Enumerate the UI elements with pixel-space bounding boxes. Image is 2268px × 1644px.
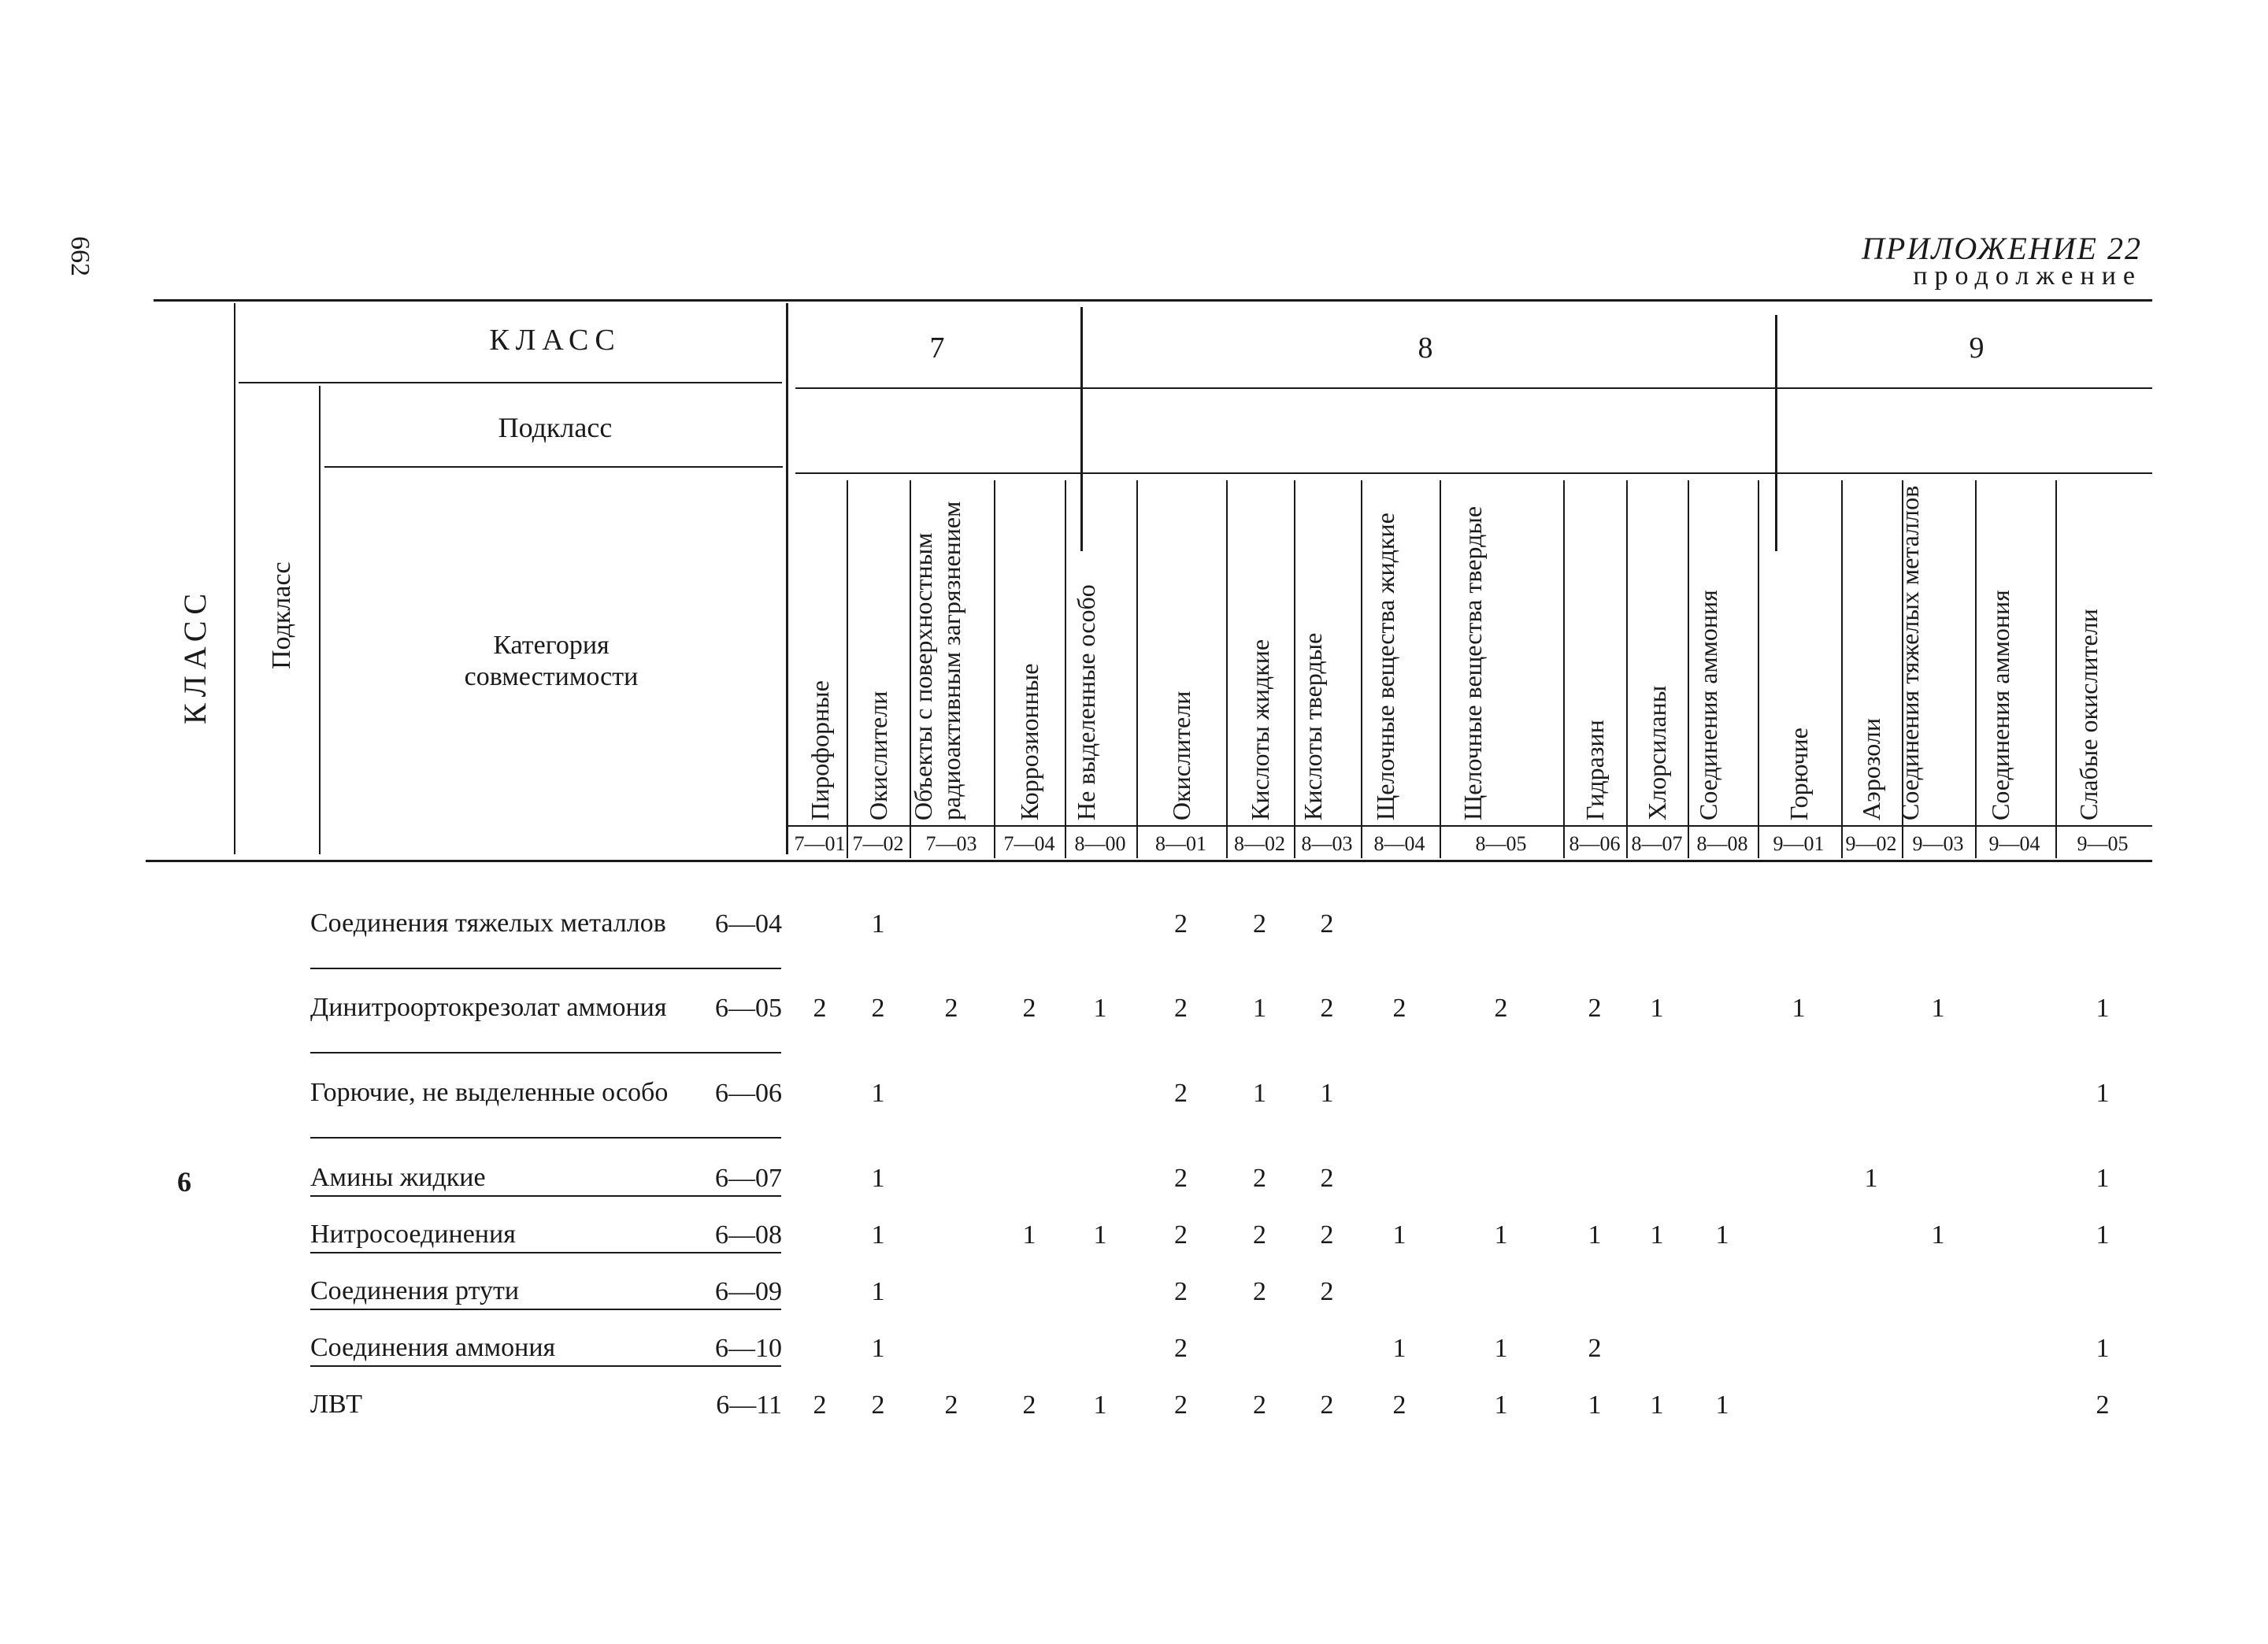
table-cell: 1 bbox=[1253, 994, 1266, 1023]
table-cell: 2 bbox=[1320, 1220, 1334, 1250]
table-cell: 1 bbox=[1093, 1220, 1107, 1250]
table-cell: 2 bbox=[1253, 1277, 1266, 1306]
column-header-code: 8—07 bbox=[1631, 832, 1683, 855]
table-cell: 2 bbox=[1588, 1334, 1602, 1363]
table-cell: 2 bbox=[1253, 1220, 1266, 1250]
row-category-code: 6—05 bbox=[715, 994, 782, 1023]
column-header-code: 8—08 bbox=[1696, 832, 1748, 855]
table-cell: 1 bbox=[1588, 1390, 1602, 1420]
table-cell: 1 bbox=[871, 1277, 885, 1306]
table-cell: 2 bbox=[1174, 1164, 1188, 1193]
table-cell: 2 bbox=[944, 994, 958, 1023]
row-category-code: 6—06 bbox=[715, 1079, 782, 1108]
appendix-title: ПРИЛОЖЕНИЕ 22 bbox=[1862, 231, 2142, 266]
row-category-name: Нитросоединения bbox=[310, 1220, 516, 1249]
klass-top-label: КЛАСС bbox=[489, 324, 621, 357]
table-cell: 1 bbox=[1931, 994, 1945, 1023]
table-cell: 1 bbox=[1093, 994, 1107, 1023]
table-cell: 2 bbox=[1174, 994, 1188, 1023]
table-cell: 1 bbox=[1494, 1334, 1508, 1363]
column-header-code: 8—05 bbox=[1475, 832, 1527, 855]
table-cell: 2 bbox=[1588, 994, 1602, 1023]
table-cell: 1 bbox=[1650, 1390, 1664, 1420]
table-cell: 1 bbox=[871, 1164, 885, 1193]
table-cell: 2 bbox=[1253, 1164, 1266, 1193]
column-header-name: Горючие bbox=[1784, 728, 1813, 820]
table-cell: 2 bbox=[1174, 1220, 1188, 1250]
table-cell: 2 bbox=[1392, 994, 1406, 1023]
column-header-code: 7—04 bbox=[1003, 832, 1055, 855]
row-category-name: Динитроортокрезолат аммония bbox=[310, 993, 667, 1022]
column-header-name: Щелочные вещества твердые bbox=[1458, 505, 1487, 820]
column-header-name: Не выделенные особо bbox=[1072, 584, 1100, 820]
table-cell: 1 bbox=[1931, 1220, 1945, 1250]
table-cell: 1 bbox=[1588, 1220, 1602, 1250]
row-category-code: 6—04 bbox=[715, 909, 782, 939]
table-cell: 1 bbox=[1792, 994, 1806, 1023]
table-cell: 2 bbox=[1174, 1390, 1188, 1420]
column-header-code: 9—05 bbox=[2077, 832, 2129, 855]
row-category-name: Соединения тяжелых металлов bbox=[310, 909, 666, 938]
table-cell: 2 bbox=[1392, 1390, 1406, 1420]
column-header-code: 9—02 bbox=[1845, 832, 1897, 855]
column-header-code: 7—02 bbox=[852, 832, 904, 855]
column-header-code: 9—03 bbox=[1912, 832, 1964, 855]
column-header-code: 9—01 bbox=[1773, 832, 1825, 855]
page-number: 662 bbox=[65, 236, 94, 276]
table-cell: 2 bbox=[1320, 1390, 1334, 1420]
kategoria-label: Категория совместимости bbox=[464, 631, 639, 691]
table-cell: 2 bbox=[813, 994, 827, 1023]
class-label: 6 bbox=[177, 1166, 191, 1198]
table-cell: 1 bbox=[1650, 994, 1664, 1023]
table-cell: 2 bbox=[1174, 909, 1188, 939]
column-header-name: Окислители bbox=[1166, 691, 1195, 820]
table-cell: 1 bbox=[1494, 1220, 1508, 1250]
table-cell: 2 bbox=[1494, 994, 1508, 1023]
table-cell: 1 bbox=[1392, 1220, 1406, 1250]
column-header-name: Соединения аммония bbox=[1986, 590, 2014, 820]
table-cell: 2 bbox=[1174, 1334, 1188, 1363]
column-header-name: Соединения тяжелых металлов bbox=[1896, 485, 1924, 820]
table-top-rule bbox=[154, 299, 2152, 302]
table-cell: 2 bbox=[1320, 909, 1334, 939]
table-cell: 2 bbox=[944, 1390, 958, 1420]
row-category-code: 6—11 bbox=[716, 1390, 782, 1420]
table-cell: 1 bbox=[1715, 1390, 1729, 1420]
column-header-code: 8—00 bbox=[1074, 832, 1126, 855]
podklass-vertical-label: Подкласс bbox=[267, 561, 296, 669]
column-header-name: Объекты с поверхностным радиоактивным загрязнением bbox=[909, 501, 965, 820]
column-header-code: 8—01 bbox=[1155, 832, 1206, 855]
table-cell: 1 bbox=[871, 1334, 885, 1363]
table-cell: 1 bbox=[1392, 1334, 1406, 1363]
table-cell: 1 bbox=[1494, 1390, 1508, 1420]
column-header-code: 8—02 bbox=[1234, 832, 1285, 855]
podklass-top-label: Подкласс bbox=[498, 412, 613, 443]
table-cell: 1 bbox=[2096, 1334, 2110, 1363]
column-header-name: Слабые окислители bbox=[2074, 609, 2103, 820]
row-category-code: 6—08 bbox=[715, 1220, 782, 1250]
column-header-name: Аэрозоли bbox=[1857, 718, 1885, 820]
table-cell: 2 bbox=[1320, 994, 1334, 1023]
klass-vertical-label: КЛАСС bbox=[177, 587, 213, 724]
column-header-code: 7—01 bbox=[794, 832, 846, 855]
table-cell: 1 bbox=[871, 1220, 885, 1250]
table-cell: 1 bbox=[1320, 1079, 1334, 1108]
column-header-name: Хлорсиланы bbox=[1643, 685, 1671, 820]
table-cell: 1 bbox=[1022, 1220, 1036, 1250]
row-category-name: ЛВТ bbox=[310, 1390, 363, 1419]
column-header-name: Щелочные вещества жидкие bbox=[1371, 513, 1399, 820]
table-cell: 1 bbox=[1864, 1164, 1878, 1193]
table-cell: 2 bbox=[1253, 1390, 1266, 1420]
table-cell: 1 bbox=[2096, 1164, 2110, 1193]
column-header-code: 9—04 bbox=[1988, 832, 2040, 855]
column-header-name: Кислоты жидкие bbox=[1245, 639, 1274, 820]
table-cell: 2 bbox=[1022, 994, 1036, 1023]
table-cell: 1 bbox=[871, 1079, 885, 1108]
continuation-label: продолжение bbox=[1913, 261, 2142, 291]
header-bottom-rule bbox=[146, 860, 2152, 862]
column-header-code: 8—03 bbox=[1301, 832, 1353, 855]
table-cell: 2 bbox=[871, 1390, 885, 1420]
column-header-name: Окислители bbox=[864, 691, 892, 820]
table-cell: 2 bbox=[1022, 1390, 1036, 1420]
table-cell: 1 bbox=[2096, 994, 2110, 1023]
row-category-code: 6—09 bbox=[715, 1277, 782, 1306]
class-group-9: 9 bbox=[1969, 331, 1984, 365]
column-header-code: 8—04 bbox=[1373, 832, 1425, 855]
table-cell: 2 bbox=[1174, 1079, 1188, 1108]
table-cell: 2 bbox=[1174, 1277, 1188, 1306]
class-group-8: 8 bbox=[1418, 331, 1433, 365]
table-cell: 2 bbox=[813, 1390, 827, 1420]
column-header-code: 8—06 bbox=[1569, 832, 1621, 855]
table-cell: 1 bbox=[2096, 1220, 2110, 1250]
row-category-name: Соединения аммония bbox=[310, 1333, 556, 1362]
row-category-name: Соединения ртути bbox=[310, 1276, 520, 1305]
table-cell: 2 bbox=[2096, 1390, 2110, 1420]
table-cell: 2 bbox=[871, 994, 885, 1023]
column-header-code: 7—03 bbox=[925, 832, 977, 855]
table-cell: 1 bbox=[871, 909, 885, 939]
table-cell: 1 bbox=[1650, 1220, 1664, 1250]
table-cell: 2 bbox=[1320, 1277, 1334, 1306]
table-cell: 1 bbox=[1093, 1390, 1107, 1420]
column-header-name: Кислоты твердые bbox=[1299, 632, 1327, 820]
column-header-name: Соединения аммония bbox=[1694, 590, 1722, 820]
column-header-name: Коррозионные bbox=[1015, 663, 1043, 820]
row-category-code: 6—07 bbox=[715, 1164, 782, 1193]
row-category-name: Амины жидкие bbox=[310, 1163, 486, 1192]
row-category-code: 6—10 bbox=[715, 1334, 782, 1363]
table-cell: 1 bbox=[1715, 1220, 1729, 1250]
table-cell: 2 bbox=[1320, 1164, 1334, 1193]
table-cell: 1 bbox=[2096, 1079, 2110, 1108]
table-cell: 1 bbox=[1253, 1079, 1266, 1108]
column-header-name: Гидразин bbox=[1581, 720, 1609, 820]
table-cell: 2 bbox=[1253, 909, 1266, 939]
class-group-7: 7 bbox=[929, 331, 945, 365]
column-header-name: Пирофорные bbox=[806, 680, 834, 820]
row-category-name: Горючие, не выделенные особо bbox=[310, 1078, 669, 1107]
